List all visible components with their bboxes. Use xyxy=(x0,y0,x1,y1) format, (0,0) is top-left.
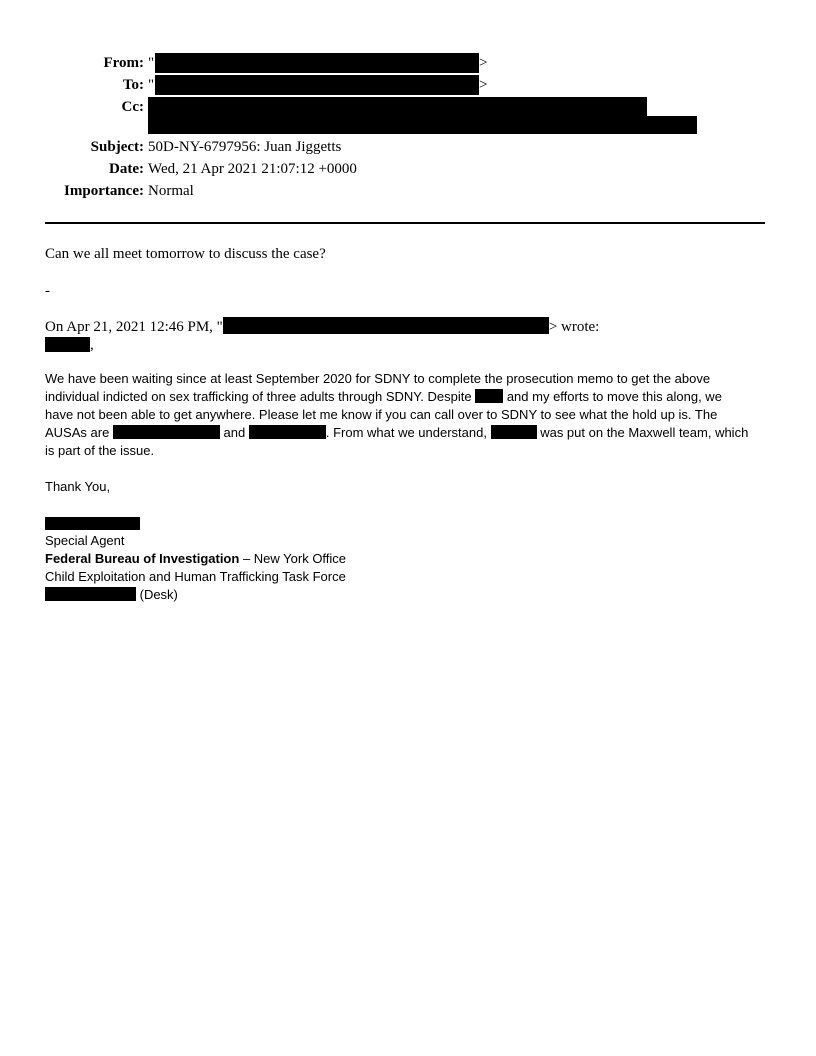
body-text-4c: . From what we understand, xyxy=(325,425,491,440)
importance-label: Importance: xyxy=(64,183,144,199)
body-text-4d: was put on the Maxwell team, which xyxy=(536,425,749,440)
quoted-intro-suffix: > wrote: xyxy=(548,319,600,335)
cc-label: Cc: xyxy=(121,99,144,115)
ausa-2-redaction xyxy=(249,425,326,439)
to-tail: > xyxy=(479,77,488,93)
from-tail: > xyxy=(479,55,488,71)
importance-value: Normal xyxy=(148,183,194,199)
body-text-4a: AUSAs are xyxy=(45,425,113,440)
body-text-2b: and my efforts to move this along, we xyxy=(503,389,722,404)
body-text-2a: individual indicted on sex trafficking of three adults through SDNY. Despite xyxy=(45,389,476,404)
to-quote: " xyxy=(148,77,155,93)
colleague-redaction xyxy=(475,389,503,403)
greeting-line xyxy=(45,336,94,354)
signature-title: Special Agent xyxy=(45,533,125,548)
subject-value: 50D-NY-6797956: Juan Jiggetts xyxy=(148,139,342,155)
from-redaction xyxy=(155,53,479,73)
signature-desk-line xyxy=(45,586,178,604)
body-text-3: have not been able to get anywhere. Please let me know if you can call over to SDNY to see what the hold up is. The xyxy=(45,407,718,422)
body-line-4 xyxy=(45,424,748,442)
to-redaction xyxy=(155,75,479,95)
body-line-5 xyxy=(45,442,154,460)
signature-desk-label: (Desk) xyxy=(136,587,178,602)
ausa-maxwell-redaction xyxy=(491,425,537,439)
body-text-4b: and xyxy=(219,425,249,440)
greeting-comma: , xyxy=(90,337,94,353)
from-quote: " xyxy=(148,55,155,71)
from-label: From: xyxy=(103,55,144,71)
date-value: Wed, 21 Apr 2021 21:07:12 +0000 xyxy=(148,161,357,177)
reply-dash: - xyxy=(45,283,50,299)
date-label: Date: xyxy=(109,161,144,177)
body-line-1 xyxy=(45,370,710,388)
quoted-intro-prefix: On Apr 21, 2021 12:46 PM, " xyxy=(45,319,223,335)
desk-phone-redaction xyxy=(45,587,136,601)
to-label: To: xyxy=(122,77,144,93)
signature-org-name: Federal Bureau of Investigation xyxy=(45,551,240,566)
header-divider xyxy=(45,222,765,224)
body-text-5: is part of the issue. xyxy=(45,443,155,458)
signature-org xyxy=(45,550,346,568)
cc-redaction-1 xyxy=(148,97,647,116)
quoted-intro xyxy=(45,317,599,336)
body-line-3 xyxy=(45,406,717,424)
signature-unit: Child Exploitation and Human Trafficking Task Force xyxy=(45,569,346,584)
subject-label: Subject: xyxy=(90,139,144,155)
signature-office: – New York Office xyxy=(239,551,347,566)
quoted-sender-redaction xyxy=(223,317,549,334)
body-line-2 xyxy=(45,388,722,406)
ausa-1-redaction xyxy=(113,425,220,439)
cc-redaction-2 xyxy=(148,116,697,134)
thanks-line: Thank You, xyxy=(45,479,111,494)
greeting-name-redaction xyxy=(45,337,90,352)
reply-text: Can we all meet tomorrow to discuss the case? xyxy=(45,246,326,262)
signature-name-redaction xyxy=(45,517,140,530)
body-text-1: We have been waiting since at least September 2020 for SDNY to complete the prosecution memo to get the above xyxy=(45,371,711,386)
